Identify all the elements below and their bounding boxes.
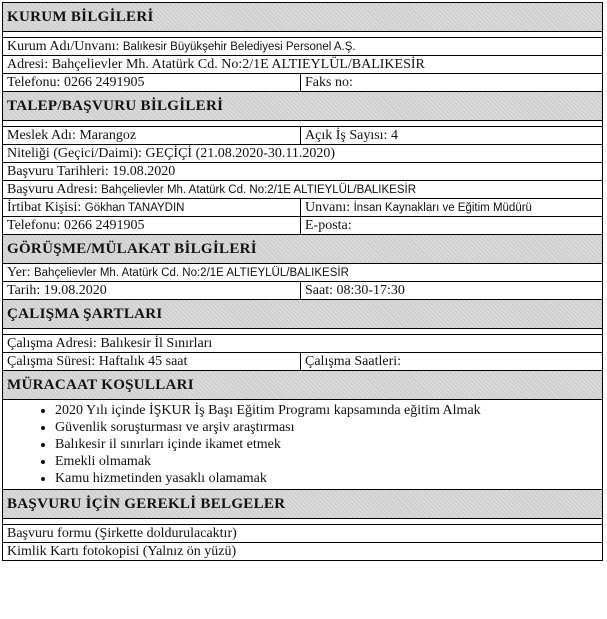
calisma-suresi: Çalışma Süresi: Haftalık 45 saat [3, 353, 301, 371]
muracaat-list [31, 402, 602, 487]
kurum-adi-label: Kurum Adı/Unvanı: [7, 38, 123, 54]
gorusme-saat: Saat: 08:30-17:30 [301, 282, 603, 300]
meslek-adi: Meslek Adı: Marangoz [3, 127, 301, 145]
basvuru-tarihleri: Başvuru Tarihleri: 19.08.2020 [3, 163, 603, 181]
irtibat-label: İrtibat Kişisi: [7, 199, 85, 215]
list-item: • Emekli olmamak [55, 453, 602, 470]
list-item: • Balıkesir il sınırları içinde ikamet etmek [55, 436, 602, 453]
belge-item: Kimlik Kartı fotokopisi (Yalnız ön yüzü) [3, 543, 603, 561]
unvani-label: Unvanı: [305, 199, 354, 215]
list-item: • 2020 Yılı içinde İŞKUR İş Başı Eğitim Programı kapsamında eğitim Almak [55, 402, 602, 419]
kurum-adi-value: Balıkesir Büyükşehir Belediyesi Personel A.Ş. [122, 40, 356, 53]
yer-value: Bahçelievler Mh. Atatürk Cd. No:2/1E ALTIEYLÜL/BALIKESİR [33, 266, 349, 279]
basvuru-adresi-label: Başvuru Adresi: [7, 181, 102, 197]
calisma-adresi: Çalışma Adresi: Balıkesir İl Sınırları [3, 335, 603, 353]
list-item: • Kamu hizmetinden yasaklı olamamak [55, 470, 602, 487]
job-announcement-form [2, 2, 602, 561]
belge-item: Başvuru formu (Şirkette doldurulacaktır) [3, 525, 603, 543]
kurum-adi-row [3, 38, 603, 56]
basvuru-adresi-value: Bahçelievler Mh. Atatürk Cd. No:2/1E ALTIEYLÜL/BALIKESİR [101, 183, 417, 196]
irtibat-value: Gökhan TANAYDIN [84, 201, 185, 214]
irtibat-kisisi-row [3, 199, 301, 217]
section-header-calisma: ÇALIŞMA ŞARTLARI [3, 300, 603, 329]
yer-label: Yer: [7, 264, 34, 280]
section-header-kurum: KURUM BİLGİLERİ [3, 3, 603, 32]
kurum-faks: Faks no: [301, 74, 603, 92]
form-table [2, 2, 603, 561]
kurum-telefon: Telefonu: 0266 2491905 [3, 74, 301, 92]
list-item: • Güvenlik soruşturması ve arşiv araştırması [55, 419, 602, 436]
unvani-value: İnsan Kaynakları ve Eğitim Müdürü [353, 201, 532, 214]
gorusme-tarih: Tarih: 19.08.2020 [3, 282, 301, 300]
section-header-muracaat: MÜRACAAT KOŞULLARI [3, 371, 603, 400]
muracaat-list-cell [3, 400, 603, 490]
calisma-saatleri: Çalışma Saatleri: [301, 353, 603, 371]
talep-telefon: Telefonu: 0266 2491905 [3, 217, 301, 235]
section-header-gorusme: GÖRÜŞME/MÜLAKAT BİLGİLERİ [3, 235, 603, 264]
section-header-talep: TALEP/BAŞVURU BİLGİLERİ [3, 92, 603, 121]
section-header-belgeler: BAŞVURU İÇİN GEREKLİ BELGELER [3, 490, 603, 519]
gorusme-yer-row [3, 264, 603, 282]
niteligi: Niteliği (Geçici/Daimi): GEÇİÇİ (21.08.2020-30.11.2020) [3, 145, 603, 163]
kurum-adres: Adresi: Bahçelievler Mh. Atatürk Cd. No:2/1E ALTIEYLÜL/BALIKESİR [3, 56, 603, 74]
talep-eposta: E-posta: [301, 217, 603, 235]
unvani-row [301, 199, 603, 217]
basvuru-adresi-row [3, 181, 603, 199]
acik-is-sayisi: Açık İş Sayısı: 4 [301, 127, 603, 145]
